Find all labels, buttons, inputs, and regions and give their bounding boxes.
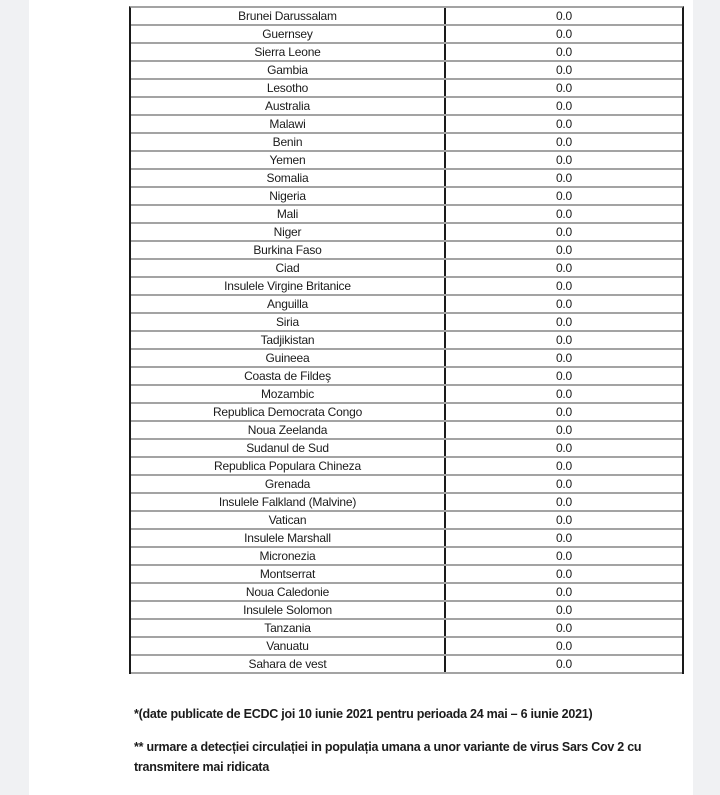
- value-cell: 0.0: [555, 351, 573, 365]
- table-row: [131, 332, 682, 350]
- table-row: [131, 368, 682, 386]
- value-cell: 0.0: [555, 639, 573, 653]
- value-cell: 0.0: [555, 333, 573, 347]
- footnote-2-line: transmitere mai ridicata: [134, 760, 270, 774]
- country-cell: Mozambic: [131, 386, 446, 402]
- country-cell: Benin: [131, 134, 446, 150]
- value-cell: 0.0: [555, 513, 573, 527]
- value-cell: 0.0: [555, 9, 573, 23]
- table-row: [131, 134, 682, 152]
- table-row: [131, 242, 682, 260]
- table-row: [131, 62, 682, 80]
- value-cell: 0.0: [555, 225, 573, 239]
- country-cell: Sierra Leone: [131, 44, 446, 60]
- country-cell: Gambia: [131, 62, 446, 78]
- table-row: [131, 584, 682, 602]
- table-row: [131, 260, 682, 278]
- table-row: [131, 44, 682, 62]
- country-cell: Lesotho: [131, 80, 446, 96]
- value-cell: 0.0: [555, 441, 573, 455]
- table-row: [131, 656, 682, 674]
- value-cell: 0.0: [555, 117, 573, 131]
- country-cell: Siria: [131, 314, 446, 330]
- value-cell: 0.0: [555, 315, 573, 329]
- country-cell: Insulele Falkland (Malvine): [131, 494, 446, 510]
- table-row: [131, 350, 682, 368]
- footnote-1: *(date publicate de ECDC joi 10 iunie 2021 pentru perioada 24 mai – 6 iunie 2021): [134, 707, 593, 721]
- value-cell: 0.0: [555, 459, 573, 473]
- table-row: [131, 512, 682, 530]
- value-cell: 0.0: [555, 621, 573, 635]
- country-cell: Somalia: [131, 170, 446, 186]
- table-row: [131, 116, 682, 134]
- value-cell: 0.0: [555, 531, 573, 545]
- country-cell: Sudanul de Sud: [131, 440, 446, 456]
- value-cell: 0.0: [555, 171, 573, 185]
- table-row: [131, 566, 682, 584]
- country-cell: Brunei Darussalam: [131, 8, 446, 24]
- country-cell: Guernsey: [131, 26, 446, 42]
- country-cell: Noua Zeelanda: [131, 422, 446, 438]
- country-cell: Tanzania: [131, 620, 446, 636]
- country-cell: Guineea: [131, 350, 446, 366]
- table-row: [131, 638, 682, 656]
- value-cell: 0.0: [555, 297, 573, 311]
- table-row: [131, 530, 682, 548]
- table-row: [131, 494, 682, 512]
- country-cell: Republica Democrata Congo: [131, 404, 446, 420]
- country-cell: Niger: [131, 224, 446, 240]
- country-cell: Mali: [131, 206, 446, 222]
- table-row: [131, 440, 682, 458]
- table-row: [131, 404, 682, 422]
- table-row: [131, 548, 682, 566]
- value-cell: 0.0: [555, 495, 573, 509]
- table-row: [131, 152, 682, 170]
- value-cell: 0.0: [555, 207, 573, 221]
- table-row: [131, 98, 682, 116]
- country-cell: Republica Populara Chineza: [131, 458, 446, 474]
- table-row: [131, 296, 682, 314]
- country-cell: Micronezia: [131, 548, 446, 564]
- country-cell: Sahara de vest: [131, 656, 446, 672]
- value-cell: 0.0: [555, 549, 573, 563]
- table-row: [131, 620, 682, 638]
- country-cell: Burkina Faso: [131, 242, 446, 258]
- table-row: [131, 314, 682, 332]
- country-cell: Noua Caledonie: [131, 584, 446, 600]
- value-cell: 0.0: [555, 477, 573, 491]
- country-cell: Insulele Virgine Britanice: [131, 278, 446, 294]
- country-cell: Coasta de Fildeş: [131, 368, 446, 384]
- table-row: [131, 188, 682, 206]
- table-row: [131, 224, 682, 242]
- country-cell: Vanuatu: [131, 638, 446, 654]
- value-cell: 0.0: [555, 27, 573, 41]
- value-cell: 0.0: [555, 423, 573, 437]
- countries-table: [129, 6, 684, 674]
- country-cell: Grenada: [131, 476, 446, 492]
- table-row: [131, 278, 682, 296]
- table-row: [131, 80, 682, 98]
- value-cell: 0.0: [555, 45, 573, 59]
- country-cell: Nigeria: [131, 188, 446, 204]
- country-cell: Vatican: [131, 512, 446, 528]
- country-cell: Tadjikistan: [131, 332, 446, 348]
- value-cell: 0.0: [555, 261, 573, 275]
- value-cell: 0.0: [555, 567, 573, 581]
- country-cell: Montserrat: [131, 566, 446, 582]
- table-row: [131, 476, 682, 494]
- value-cell: 0.0: [555, 135, 573, 149]
- value-cell: 0.0: [555, 369, 573, 383]
- footnote-2-line: ** urmare a detecției circulației in populația umana a unor variante de virus Sars Cov 2 cu: [134, 740, 642, 754]
- table-row: [131, 458, 682, 476]
- value-cell: 0.0: [555, 81, 573, 95]
- value-cell: 0.0: [555, 387, 573, 401]
- table-row: [131, 206, 682, 224]
- country-cell: Insulele Marshall: [131, 530, 446, 546]
- value-cell: 0.0: [555, 189, 573, 203]
- value-cell: 0.0: [555, 279, 573, 293]
- table-row: [131, 602, 682, 620]
- value-cell: 0.0: [555, 603, 573, 617]
- table-row: [131, 170, 682, 188]
- value-cell: 0.0: [555, 99, 573, 113]
- country-cell: Yemen: [131, 152, 446, 168]
- value-cell: 0.0: [555, 63, 573, 77]
- value-cell: 0.0: [555, 153, 573, 167]
- table-row: [131, 26, 682, 44]
- footnote-2: [134, 737, 694, 777]
- country-cell: Insulele Solomon: [131, 602, 446, 618]
- country-cell: Anguilla: [131, 296, 446, 312]
- country-cell: Australia: [131, 98, 446, 114]
- table-row: [131, 422, 682, 440]
- table-row: [131, 386, 682, 404]
- value-cell: 0.0: [555, 243, 573, 257]
- country-cell: Ciad: [131, 260, 446, 276]
- value-cell: 0.0: [555, 405, 573, 419]
- value-cell: 0.0: [555, 657, 573, 671]
- country-cell: Malawi: [131, 116, 446, 132]
- value-cell: 0.0: [555, 585, 573, 599]
- table-row: [131, 8, 682, 26]
- document-page: [29, 0, 693, 795]
